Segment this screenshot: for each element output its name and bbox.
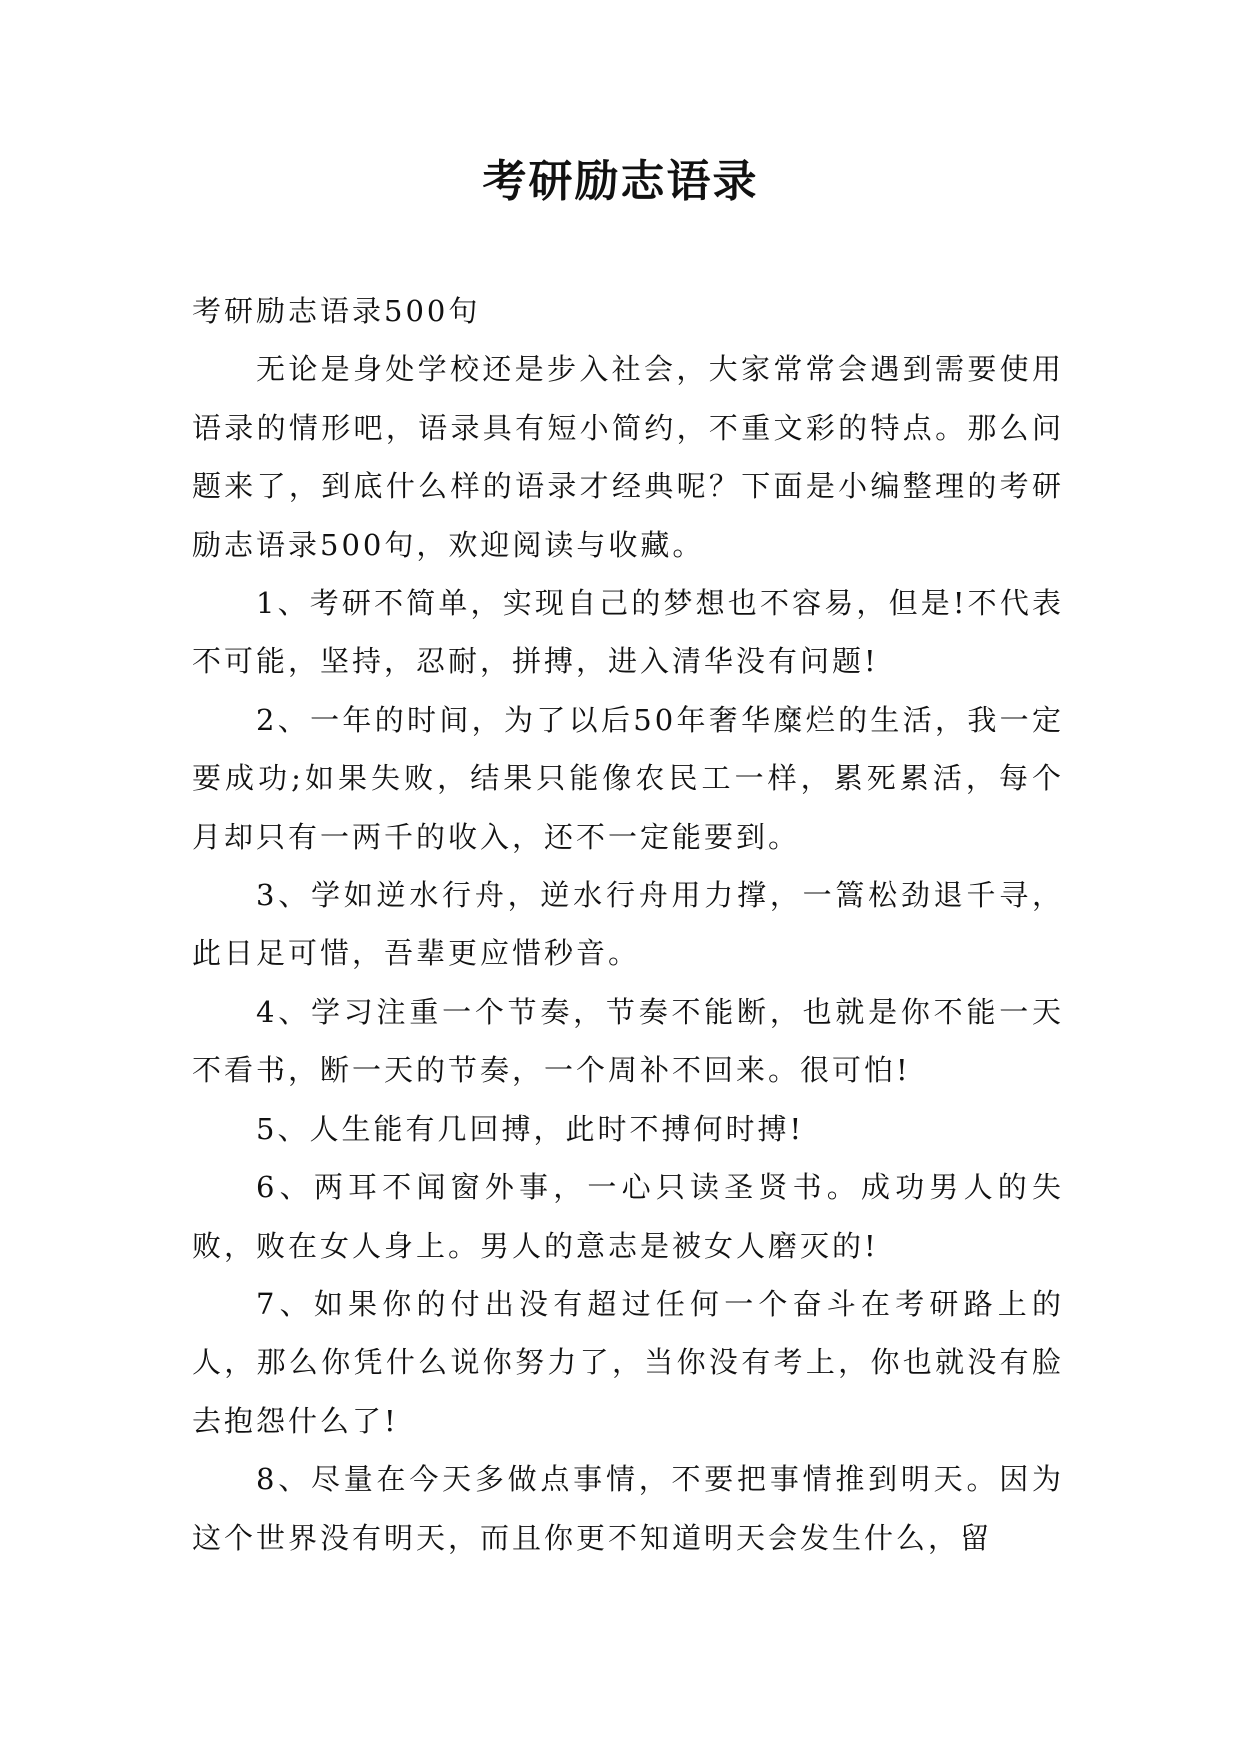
quote-paragraph: 6、两耳不闻窗外事，一心只读圣贤书。成功男人的失败，败在女人身上。男人的意志是被女人磨灭的! xyxy=(192,1170,1064,1263)
quote-paragraph: 4、学习注重一个节奏，节奏不能断，也就是你不能一天不看书，断一天的节奏，一个周补不回来。很可怕! xyxy=(192,994,1064,1088)
quote-paragraph: 7、如果你的付出没有超过任何一个奋斗在考研路上的人，那么你凭什么说你努力了，当你没有考上，你也就没有脸去抱怨什么了! xyxy=(192,1286,1064,1438)
document-body xyxy=(192,282,1064,1567)
quote-paragraph: 3、学如逆水行舟，逆水行舟用力撑，一篙松劲退千寻，此日足可惜，吾辈更应惜秒音。 xyxy=(192,878,1064,971)
quote-paragraph: 1、考研不简单，实现自己的梦想也不容易，但是!不代表不可能，坚持，忍耐，拼搏，进入清华没有问题! xyxy=(192,586,1064,679)
document-title: 考研励志语录 xyxy=(482,156,759,207)
quote-paragraph: 8、尽量在今天多做点事情，不要把事情推到明天。因为这个世界没有明天，而且你更不知道明天会发生什么，留 xyxy=(192,1462,1064,1555)
quote-paragraph: 5、人生能有几回搏，此时不搏何时搏! xyxy=(256,1111,805,1146)
intro-paragraph: 无论是身处学校还是步入社会，大家常常会遇到需要使用语录的情形吧，语录具有短小简约，不重文彩的特点。那么问题来了，到底什么样的语录才经典呢？下面是小编整理的考研励志语录500句，欢迎阅读与收藏。 xyxy=(192,352,1064,562)
document-subtitle: 考研励志语录500句 xyxy=(192,294,481,328)
quote-paragraph: 2、一年的时间，为了以后50年奢华糜烂的生活，我一定要成功;如果失败，结果只能像农民工一样，累死累活，每个月却只有一两千的收入，还不一定能要到。 xyxy=(192,702,1064,854)
